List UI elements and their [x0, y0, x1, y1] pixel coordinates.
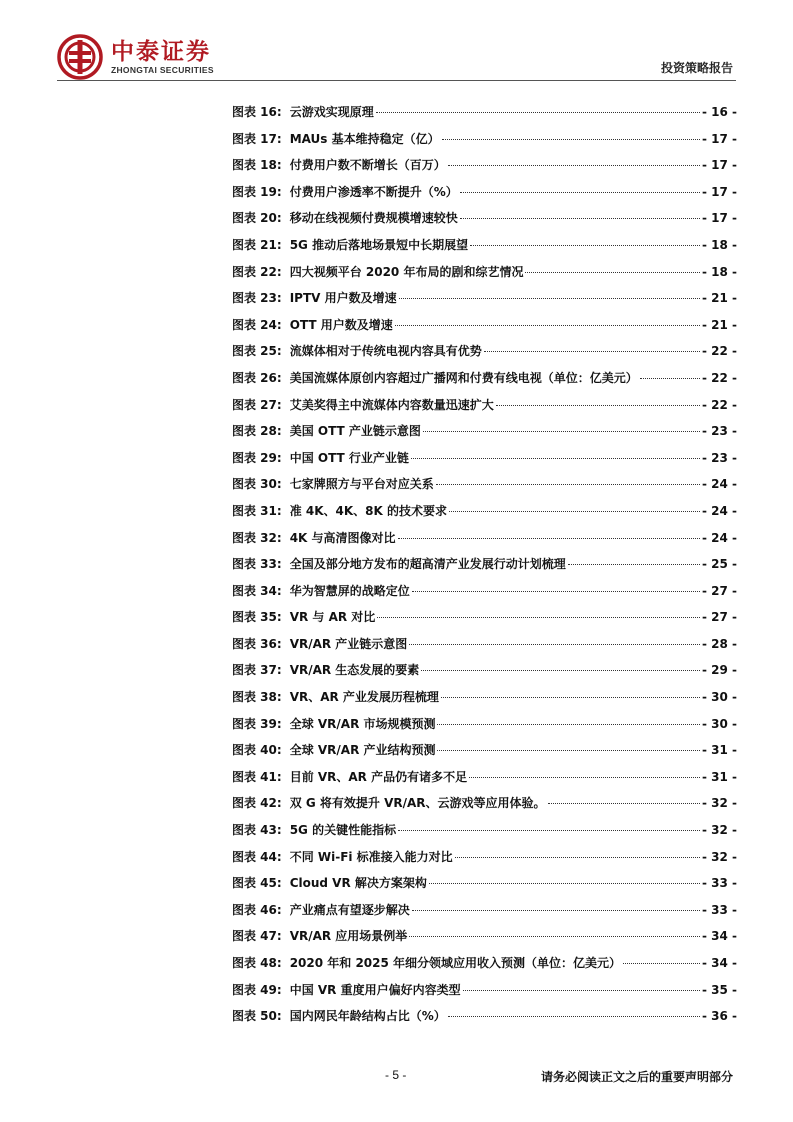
- toc-entry[interactable]: [232, 525, 737, 552]
- toc-entry-page: - 23 -: [701, 450, 737, 465]
- toc-entry-title: 不同 Wi-Fi 标准接入能力对比: [289, 849, 453, 864]
- toc-entry-title: VR/AR 产业链示意图: [289, 636, 408, 651]
- toc-entry[interactable]: [232, 684, 737, 711]
- toc-entry[interactable]: [232, 604, 737, 631]
- toc-dot-leader: [463, 990, 700, 991]
- toc-entry[interactable]: [232, 312, 737, 339]
- toc-entry-page: - 24 -: [701, 503, 737, 518]
- toc-dot-leader: [460, 218, 700, 219]
- toc-dot-leader: [436, 484, 700, 485]
- footer-page-number: - 5 -: [385, 1068, 407, 1082]
- toc-entry-label: 图表 19:: [232, 184, 282, 199]
- toc-entry-title: 5G 的关键性能指标: [289, 823, 397, 838]
- toc-entry[interactable]: [232, 923, 737, 950]
- toc-entry-label: 图表 48:: [232, 956, 282, 970]
- toc-entry-title: 美国 OTT 产业链示意图: [289, 424, 421, 439]
- toc-dot-leader: [548, 803, 700, 804]
- toc-entry-label: 图表 40:: [232, 743, 282, 758]
- toc-entry-page: - 22 -: [701, 370, 737, 385]
- toc-entry-page: - 31 -: [701, 769, 737, 784]
- toc-entry-label: 图表 27:: [232, 397, 282, 412]
- toc-entry[interactable]: [232, 870, 737, 897]
- toc-dot-leader: [442, 139, 700, 140]
- toc-entry-page: - 32 -: [701, 823, 737, 838]
- toc-dot-leader: [421, 670, 700, 671]
- toc-dot-leader: [423, 431, 700, 432]
- toc-entry-title: MAUs 基本维持稳定（亿）: [289, 131, 440, 146]
- toc-entry-label: 图表 28:: [232, 424, 282, 439]
- toc-dot-leader: [496, 405, 700, 406]
- toc-entry[interactable]: [232, 392, 737, 419]
- toc-entry-page: - 21 -: [701, 291, 737, 306]
- toc-entry-page: - 27 -: [701, 583, 737, 598]
- toc-dot-leader: [525, 272, 700, 273]
- toc-entry-label: 图表 21:: [232, 237, 282, 252]
- toc-dot-leader: [395, 325, 700, 326]
- toc-entry-title: 移动在线视频付费规模增速较快: [289, 211, 458, 226]
- toc-entry-label: 图表 16:: [232, 105, 282, 119]
- toc-entry[interactable]: [232, 897, 737, 924]
- toc-entry-label: 图表 49:: [232, 982, 282, 997]
- toc-entry-title: VR、AR 产业发展历程梳理: [289, 690, 439, 705]
- toc-entry[interactable]: [232, 99, 737, 126]
- toc-entry-label: 图表 25:: [232, 344, 282, 359]
- toc-entry-label: 图表 31:: [232, 503, 282, 518]
- toc-entry-page: - 17 -: [701, 184, 737, 199]
- toc-entry-title: IPTV 用户数及增速: [289, 291, 397, 306]
- toc-entry-page: - 23 -: [701, 424, 737, 439]
- toc-dot-leader: [398, 538, 700, 539]
- toc-entry-label: 图表 50:: [232, 1009, 282, 1024]
- toc-entry-page: - 22 -: [701, 397, 737, 412]
- toc-dot-leader: [376, 112, 700, 113]
- toc-entry-label: 图表 44:: [232, 849, 282, 864]
- toc-entry-title: 云游戏实现原理: [289, 105, 374, 119]
- toc-entry[interactable]: [232, 338, 737, 365]
- toc-entry-title: 付费用户数不断增长（百万）: [289, 158, 446, 173]
- zhongtai-logo-icon: [57, 34, 103, 80]
- toc-entry-page: - 24 -: [701, 530, 737, 545]
- toc-dot-leader: [449, 511, 700, 512]
- toc-entry-title: 全国及部分地方发布的超高清产业发展行动计划梳理: [289, 557, 566, 572]
- toc-entry[interactable]: [232, 737, 737, 764]
- toc-entry[interactable]: [232, 551, 737, 578]
- toc-entry-label: 图表 46:: [232, 902, 282, 917]
- toc-entry[interactable]: [232, 445, 737, 472]
- company-logo: [57, 34, 214, 80]
- toc-entry[interactable]: [232, 471, 737, 498]
- toc-entry-title: 2020 年和 2025 年细分领域应用收入预测（单位：亿美元）: [289, 956, 622, 970]
- toc-entry-page: - 17 -: [701, 158, 737, 173]
- toc-dot-leader: [470, 245, 700, 246]
- toc-dot-leader: [568, 564, 700, 565]
- toc-dot-leader: [411, 458, 700, 459]
- toc-entry-page: - 34 -: [701, 956, 737, 970]
- logo-text: [111, 39, 214, 76]
- toc-entry-title: Cloud VR 解决方案架构: [289, 876, 427, 891]
- toc-entry-label: 图表 39:: [232, 716, 282, 731]
- toc-entry-title: 全球 VR/AR 产业结构预测: [289, 743, 436, 758]
- toc-entry-page: - 36 -: [701, 1009, 737, 1024]
- toc-dot-leader: [623, 963, 700, 964]
- toc-entry-title: 目前 VR、AR 产品仍有诸多不足: [289, 769, 468, 784]
- toc-entry-page: - 24 -: [701, 477, 737, 492]
- toc-dot-leader: [455, 857, 700, 858]
- toc-entry[interactable]: [232, 418, 737, 445]
- toc-entry-page: - 29 -: [701, 663, 737, 678]
- toc-entry-page: - 27 -: [701, 610, 737, 625]
- header-divider: [57, 80, 736, 81]
- logo-chinese-name: 中泰证券: [111, 38, 211, 65]
- toc-entry-title: 4K 与高清图像对比: [289, 530, 396, 545]
- toc-entry-page: - 33 -: [701, 876, 737, 891]
- toc-dot-leader: [437, 750, 700, 751]
- toc-entry[interactable]: [232, 711, 737, 738]
- toc-dot-leader: [441, 697, 700, 698]
- toc-dot-leader: [437, 724, 700, 725]
- toc-entry[interactable]: [232, 126, 737, 153]
- toc-entry-label: 图表 23:: [232, 291, 282, 306]
- toc-entry-label: 图表 38:: [232, 690, 282, 705]
- toc-entry-label: 图表 17:: [232, 131, 282, 146]
- table-of-figures: [232, 99, 737, 1030]
- toc-entry-title: 双 G 将有效提升 VR/AR、云游戏等应用体验。: [289, 796, 546, 811]
- toc-entry-label: 图表 43:: [232, 823, 282, 838]
- toc-entry-page: - 31 -: [701, 743, 737, 758]
- toc-entry-label: 图表 20:: [232, 211, 282, 226]
- toc-entry[interactable]: [232, 498, 737, 525]
- toc-entry-title: 产业痛点有望逐步解决: [289, 902, 410, 917]
- report-type: 投资策略报告: [660, 61, 733, 75]
- toc-entry-label: 图表 37:: [232, 663, 282, 678]
- toc-entry-title: VR/AR 应用场景例举: [289, 929, 408, 944]
- toc-dot-leader: [484, 351, 700, 352]
- toc-entry-page: - 22 -: [701, 344, 737, 359]
- toc-entry-title: 全球 VR/AR 市场规模预测: [289, 716, 436, 731]
- toc-entry-label: 图表 33:: [232, 557, 282, 572]
- toc-entry-label: 图表 30:: [232, 477, 282, 492]
- toc-entry-label: 图表 45:: [232, 876, 282, 891]
- footer-disclaimer: 请务必阅读正文之后的重要声明部分: [540, 1070, 733, 1084]
- toc-entry[interactable]: [232, 259, 737, 286]
- toc-entry-title: 5G 推动后落地场景短中长期展望: [289, 237, 469, 252]
- toc-entry-title: 艾美奖得主中流媒体内容数量迅速扩大: [289, 397, 494, 412]
- toc-entry[interactable]: [232, 977, 737, 1004]
- toc-entry-label: 图表 18:: [232, 158, 282, 173]
- toc-dot-leader: [409, 644, 700, 645]
- toc-dot-leader: [412, 591, 700, 592]
- toc-entry-label: 图表 36:: [232, 636, 282, 651]
- toc-entry-title: VR/AR 生态发展的要素: [289, 663, 420, 678]
- toc-entry-title: 流媒体相对于传统电视内容具有优势: [289, 344, 482, 359]
- toc-entry-label: 图表 34:: [232, 583, 282, 598]
- toc-entry-page: - 30 -: [701, 716, 737, 731]
- toc-entry-label: 图表 35:: [232, 610, 282, 625]
- toc-dot-leader: [412, 910, 700, 911]
- toc-entry-page: - 30 -: [701, 690, 737, 705]
- toc-dot-leader: [398, 830, 700, 831]
- toc-entry[interactable]: [232, 578, 737, 605]
- toc-entry-title: 中国 VR 重度用户偏好内容类型: [289, 982, 461, 997]
- toc-entry[interactable]: [232, 844, 737, 871]
- toc-entry-label: 图表 41:: [232, 769, 282, 784]
- toc-entry-title: 准 4K、4K、8K 的技术要求: [289, 503, 447, 518]
- toc-dot-leader: [640, 378, 700, 379]
- toc-entry-title: 中国 OTT 行业产业链: [289, 450, 409, 465]
- toc-dot-leader: [460, 192, 700, 193]
- toc-dot-leader: [409, 936, 700, 937]
- toc-entry-page: - 28 -: [701, 636, 737, 651]
- toc-entry[interactable]: [232, 285, 737, 312]
- toc-entry-title: 美国流媒体原创内容超过广播网和付费有线电视（单位：亿美元）: [289, 370, 638, 385]
- toc-entry-title: 付费用户渗透率不断提升（%）: [289, 184, 458, 199]
- toc-entry[interactable]: [232, 1003, 737, 1030]
- toc-entry-page: - 32 -: [701, 796, 737, 811]
- toc-entry[interactable]: [232, 631, 737, 658]
- toc-entry-label: 图表 47:: [232, 929, 282, 944]
- logo-english-name: ZHONGTAI SECURITIES: [111, 64, 214, 75]
- toc-entry-page: - 32 -: [701, 849, 737, 864]
- toc-entry-title: VR 与 AR 对比: [289, 610, 376, 625]
- toc-dot-leader: [377, 617, 700, 618]
- toc-entry-page: - 17 -: [701, 131, 737, 146]
- toc-entry[interactable]: [232, 179, 737, 206]
- toc-entry[interactable]: [232, 950, 737, 977]
- toc-entry-page: - 21 -: [701, 317, 737, 332]
- toc-entry[interactable]: [232, 817, 737, 844]
- toc-entry-page: - 33 -: [701, 902, 737, 917]
- toc-entry-label: 图表 42:: [232, 796, 282, 811]
- toc-entry[interactable]: [232, 790, 737, 817]
- toc-entry[interactable]: [232, 205, 737, 232]
- toc-dot-leader: [448, 165, 700, 166]
- toc-dot-leader: [399, 298, 700, 299]
- toc-entry[interactable]: [232, 764, 737, 791]
- toc-entry[interactable]: [232, 657, 737, 684]
- toc-entry-label: 图表 29:: [232, 450, 282, 465]
- toc-entry-page: - 18 -: [701, 264, 737, 279]
- toc-entry-label: 图表 24:: [232, 317, 282, 332]
- toc-entry[interactable]: [232, 365, 737, 392]
- toc-entry-label: 图表 22:: [232, 264, 282, 279]
- toc-entry-title: 华为智慧屏的战略定位: [289, 583, 410, 598]
- toc-entry-label: 图表 32:: [232, 530, 282, 545]
- toc-entry-page: - 16 -: [701, 105, 737, 119]
- toc-entry[interactable]: [232, 152, 737, 179]
- toc-dot-leader: [448, 1016, 700, 1017]
- toc-entry-title: OTT 用户数及增速: [289, 317, 393, 332]
- toc-entry-page: - 25 -: [701, 557, 737, 572]
- toc-dot-leader: [469, 777, 700, 778]
- toc-entry-page: - 35 -: [701, 982, 737, 997]
- toc-entry-page: - 18 -: [701, 237, 737, 252]
- toc-entry-title: 四大视频平台 2020 年布局的剧和综艺情况: [289, 264, 524, 279]
- toc-entry[interactable]: [232, 232, 737, 259]
- toc-entry-title: 七家牌照方与平台对应关系: [289, 477, 434, 492]
- toc-entry-title: 国内网民年龄结构占比（%）: [289, 1009, 446, 1024]
- toc-entry-label: 图表 26:: [232, 370, 282, 385]
- toc-entry-page: - 17 -: [701, 211, 737, 226]
- toc-dot-leader: [429, 883, 700, 884]
- toc-entry-page: - 34 -: [701, 929, 737, 944]
